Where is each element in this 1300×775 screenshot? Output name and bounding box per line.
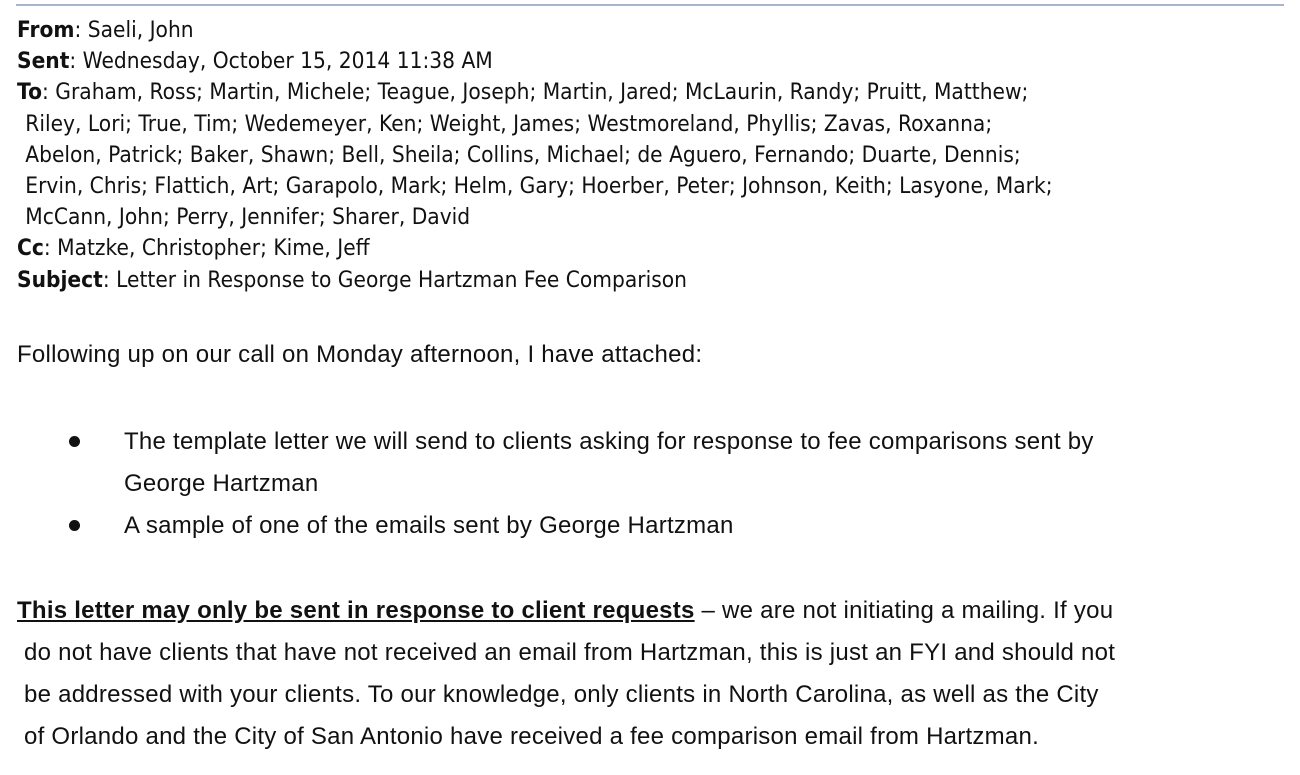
notice-text: – we are not initiating a mailing. If you (694, 597, 1114, 624)
cc-row: Cc: Matzke, Christopher; Kime, Jeff (17, 236, 370, 262)
top-divider (16, 4, 1284, 6)
bullet-icon (69, 436, 80, 447)
list-item (0, 421, 1280, 505)
bullet-icon (69, 520, 80, 531)
to-recipients-line: Graham, Ross; Martin, Michele; Teague, Joseph; Martin, Jared; McLaurin, Randy; Pruitt, Matthew; (55, 80, 1029, 106)
list-item-line: The template letter we will send to clients asking for response to fee comparisons sent by (124, 428, 1094, 455)
subject-row: Subject: Letter in Response to George Hartzman Fee Comparison (17, 267, 687, 293)
email-header (17, 15, 1185, 296)
from-value: Saeli, John (87, 18, 194, 43)
cc-label: Cc (17, 236, 44, 262)
cc-value: Matzke, Christopher; Kime, Jeff (57, 236, 370, 262)
to-label: To (17, 80, 43, 106)
to-recipients-line: Riley, Lori; True, Tim; Wedemeyer, Ken; Weight, James; Westmoreland, Phyllis; Zavas, Roxanna; (25, 111, 993, 137)
sent-value: Wednesday, October 15, 2014 11:38 AM (82, 49, 493, 75)
list-item-line: A sample of one of the emails sent by George Hartzman (124, 512, 734, 539)
subject-label: Subject (17, 267, 103, 293)
notice-line: do not have clients that have not received an email from Hartzman, this is just an FYI and should not (24, 639, 1116, 666)
notice-line (17, 590, 1292, 632)
to-recipients-line: Abelon, Patrick; Baker, Shawn; Bell, Sheila; Collins, Michael; de Aguero, Fernando; Duarte, Dennis; (25, 142, 1021, 168)
sent-row: Sent: Wednesday, October 15, 2014 11:38 AM (17, 49, 493, 75)
list-item-line: George Hartzman (124, 470, 319, 497)
notice-line: be addressed with your clients. To our knowledge, only clients in North Carolina, as well as the City (24, 681, 1099, 708)
subject-value: Letter in Response to George Hartzman Fee Comparison (116, 267, 687, 293)
list-item (0, 505, 1280, 547)
sent-label: Sent (17, 49, 70, 75)
from-row: From: Saeli, John (17, 18, 194, 43)
intro-paragraph: Following up on our call on Monday afternoon, I have attached: (17, 341, 703, 368)
notice-paragraph (17, 590, 1292, 758)
notice-line: of Orlando and the City of San Antonio have received a fee comparison email from Hartzman. (24, 723, 1040, 750)
from-label: From (17, 18, 75, 43)
to-recipients-line: McCann, John; Perry, Jennifer; Sharer, David (25, 205, 471, 231)
attachment-list (0, 421, 1280, 547)
to-row: To: Graham, Ross; Martin, Michele; Teague, Joseph; Martin, Jared; McLaurin, Randy; Pruitt, Matthew; (17, 80, 1029, 106)
notice-emphasis: This letter may only be sent in response to client requests (17, 597, 695, 624)
to-recipients-line: Ervin, Chris; Flattich, Art; Garapolo, Mark; Helm, Gary; Hoerber, Peter; Johnson, Keith; Lasyone, Mark; (25, 174, 1053, 200)
